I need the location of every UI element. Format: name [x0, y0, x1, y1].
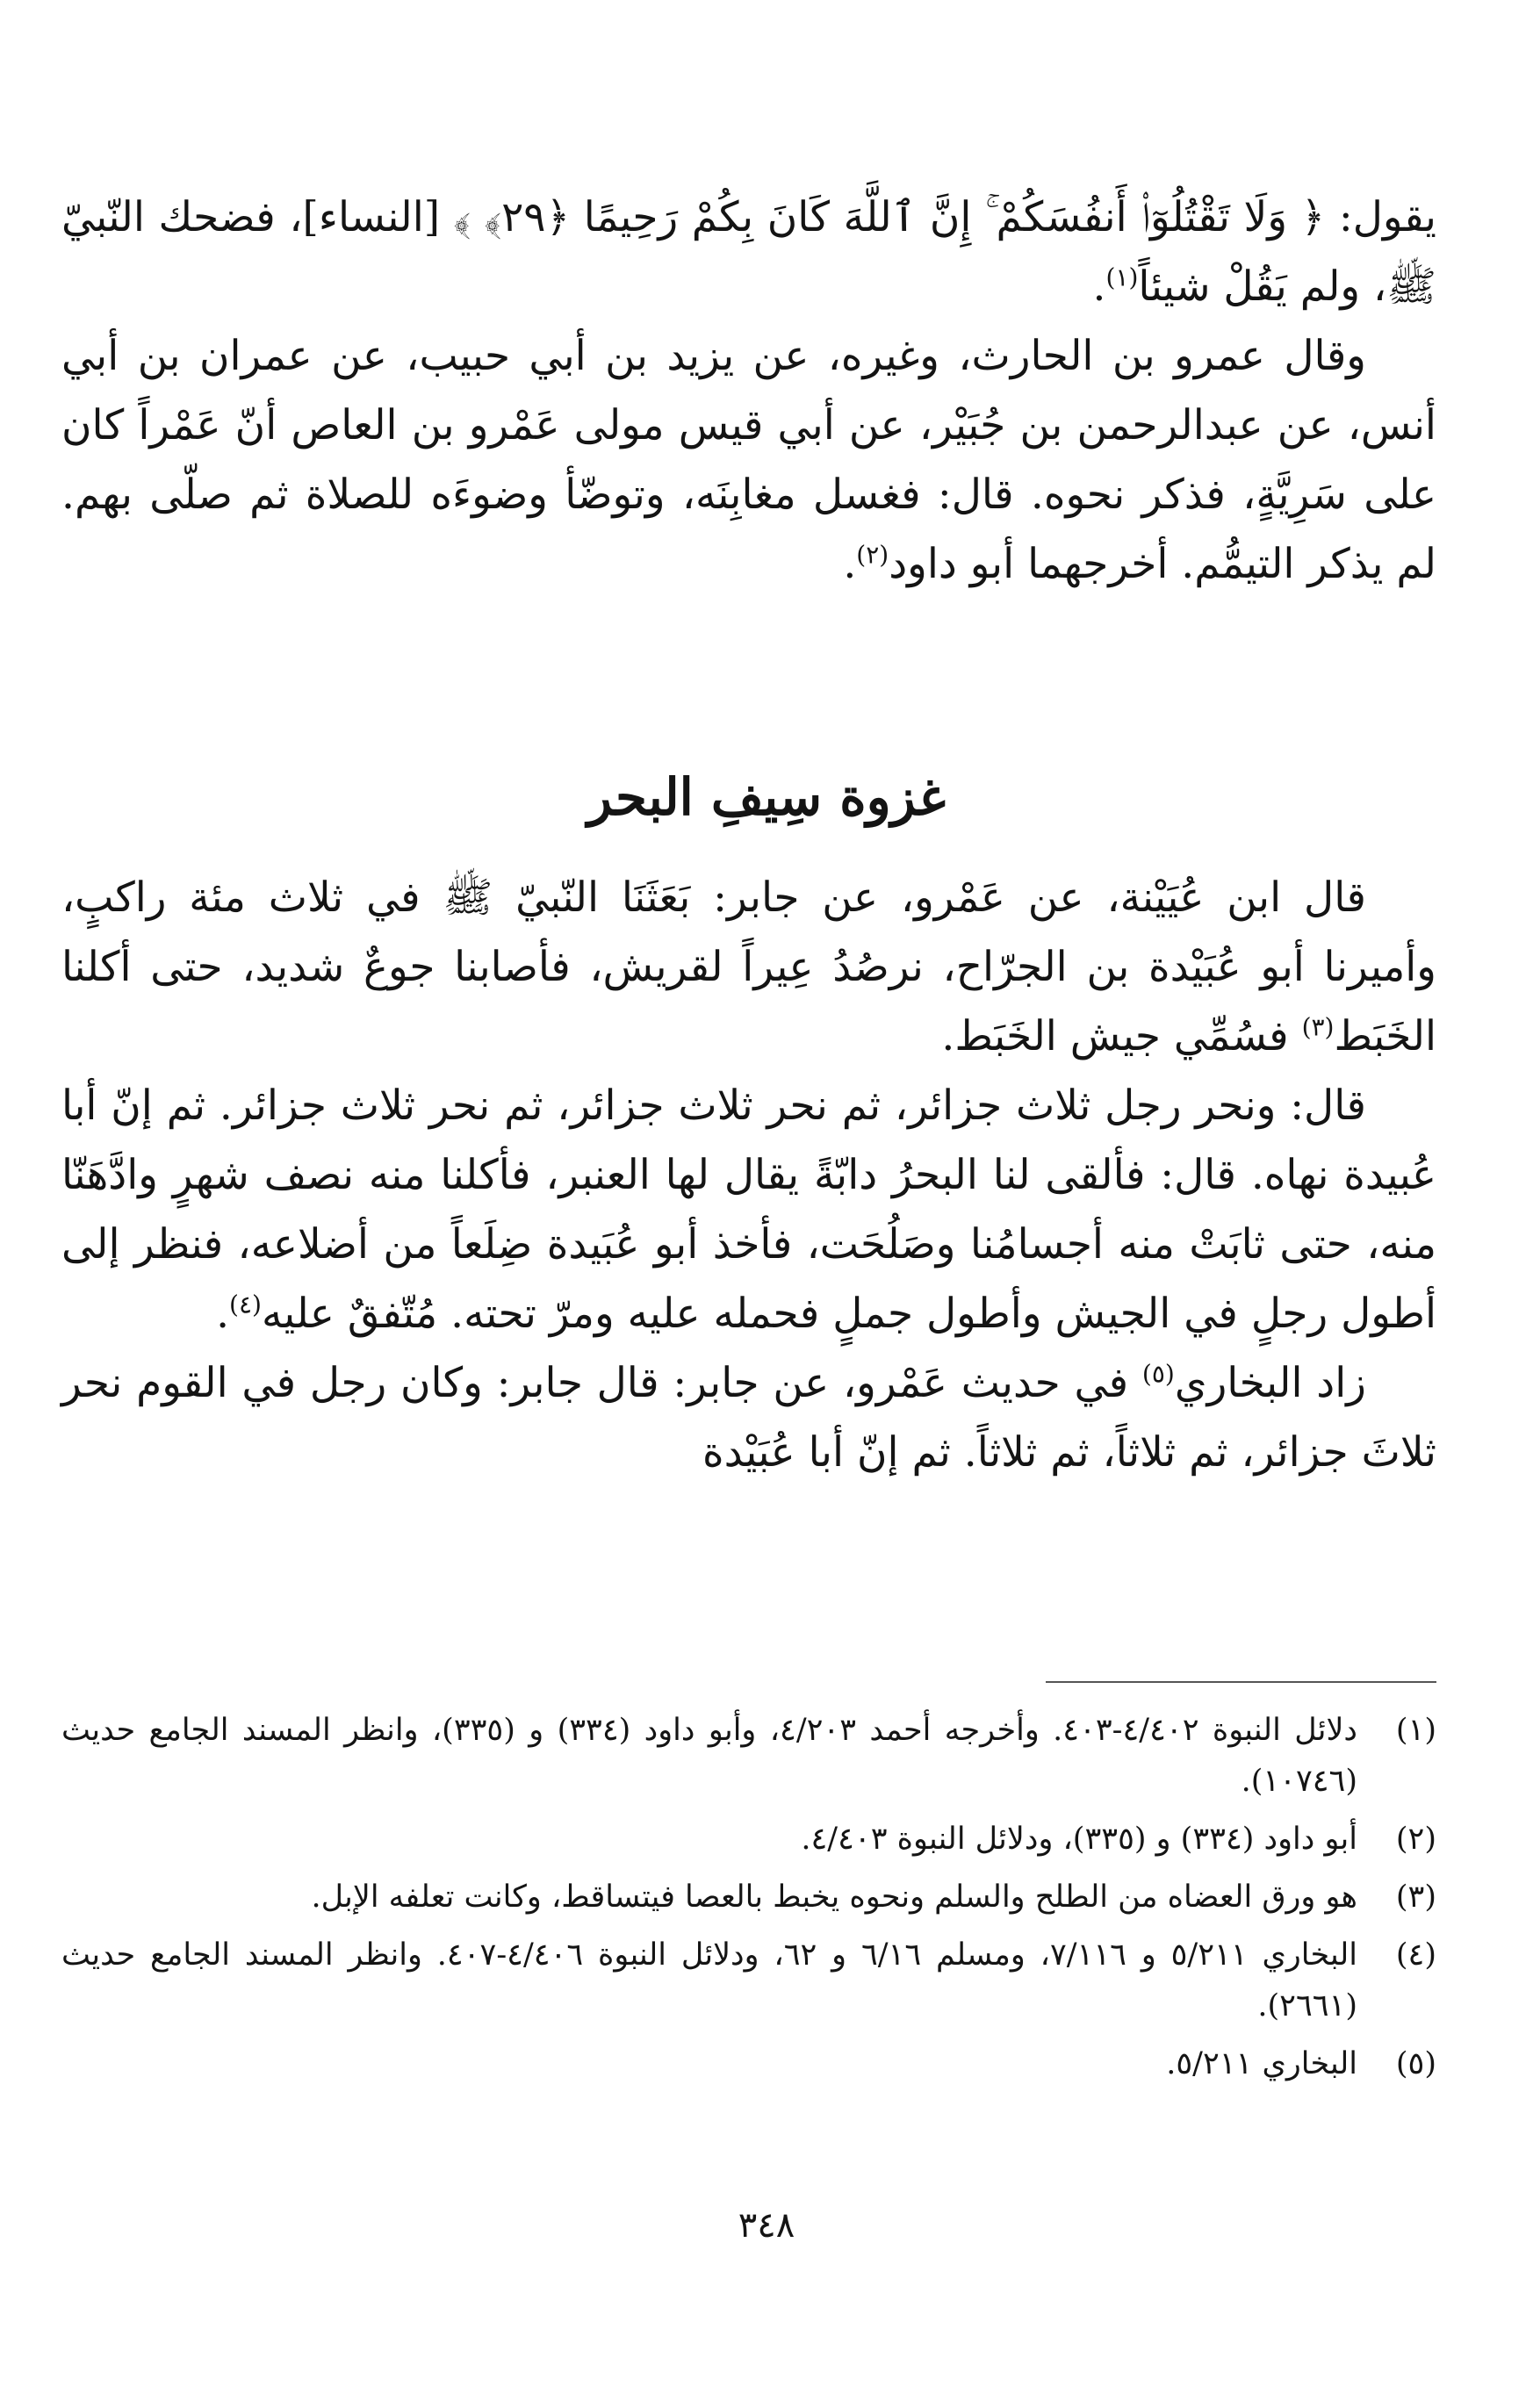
paragraph-end: فسُمِّي جيش الخَبَط. — [941, 1012, 1302, 1060]
paragraph-camels — [61, 1071, 1436, 1348]
footnote-number: (٢) — [1395, 1822, 1436, 1857]
paragraph-ibn-uyayna — [61, 863, 1436, 1071]
paragraph-rest: في حديث عَمْرو، عن جابر: قال جابر: وكان رجل في القوم نحر ثلاثَ جزائر، ثم ثلاثاً، ثم ثلاثاً. ثم إنّ أبا عُبَيْدة — [61, 1359, 1436, 1477]
footnote-number: (١) — [1395, 1713, 1436, 1748]
section-title: غزوة سِيفِ البحر — [587, 767, 946, 827]
paragraph-text: قال ابن عُيَيْنة، عن عَمْرو، عن جابر: بَعَثَنَا النّبيّ ﷺ في ثلاث مئة راكبٍ، وأميرنا أبو عُبَيْدة بن الجرّاح، نرصُدُ عِيراً لقريش، فأصابنا جوعٌ شديد، حتى أكلنا الخَبَط — [61, 873, 1436, 1060]
paragraph-end: . — [843, 540, 857, 588]
paragraph-bukhari-addition — [61, 1348, 1436, 1487]
paragraph-end: . — [1092, 262, 1106, 311]
footnote-ref-5: (٥) — [1141, 1359, 1175, 1389]
footnotes — [61, 1705, 1436, 2096]
footnote-text: دلائل النبوة ٤/٤٠٢-٤٠٣. وأخرجه أحمد ٤/٢٠٣، وأبو داود (٣٣٤) و (٣٣٥)، وانظر المسند الجامع حديث (١٠٧٤٦). — [61, 1713, 1358, 1799]
footnote-number: (٣) — [1395, 1880, 1436, 1915]
footnote-ref-2: (٢) — [856, 540, 889, 570]
paragraph-end: . — [216, 1290, 230, 1338]
footnote-text: البخاري ٥/٢١١ و ٧/١١٦، ومسلم ٦/١٦ و ٦٢، ودلائل النبوة ٤/٤٠٦-٤٠٧. وانظر المسند الجامع حديث (٢٦٦١). — [61, 1937, 1357, 2023]
footnote-item — [61, 1930, 1436, 2031]
footnote-ref-3: (٣) — [1301, 1012, 1335, 1042]
footnote-text: هو ورق العضاه من الطلح والسلم ونحوه يخبط بالعصا فيتساقط، وكانت تعلفه الإبل. — [311, 1880, 1357, 1915]
footnote-text: البخاري ٥/٢١١. — [1166, 2046, 1357, 2081]
footnote-item — [61, 1814, 1436, 1865]
footnote-item — [61, 2038, 1436, 2089]
footnote-ref-1: (١) — [1105, 262, 1139, 292]
footnote-ref-4: (٤) — [229, 1290, 262, 1319]
paragraph-text: زاد البخاري — [1174, 1359, 1366, 1407]
page-number: ٣٤٨ — [738, 2205, 795, 2246]
footnote-item — [61, 1872, 1436, 1923]
paragraph-quran-quote — [61, 183, 1436, 321]
text-block-top — [61, 183, 1436, 599]
footnote-item — [61, 1705, 1436, 1807]
paragraph-text: وقال عمرو بن الحارث، وغيره، عن يزيد بن أبي حبيب، عن عمران بن أبي أنس، عن عبدالرحمن بن جُبَيْر، عن أبي قيس مولى عَمْرو بن العاص أنّ عَمْراً كان على سَرِيَّةٍ، فذكر نحوه. قال: فغسل مغابِنَه، وتوضّأ وضوءَه للصلاة ثم صلّى بهم. لم يذكر التيمُّم. أخرجهما أبو داود — [61, 332, 1436, 588]
footnote-divider — [1046, 1681, 1436, 1683]
footnote-number: (٤) — [1395, 1937, 1436, 1973]
footnote-text: أبو داود (٣٣٤) و (٣٣٥)، ودلائل النبوة ٤/٤٠٣. — [801, 1822, 1357, 1857]
text-block-bottom — [61, 863, 1436, 1487]
footnote-number: (٥) — [1395, 2046, 1436, 2081]
paragraph-text: يقول: ﴿ وَلَا تَقْتُلُوٓا۟ أَنفُسَكُمْ ۚ إِنَّ ٱللَّهَ كَانَ بِكُمْ رَحِيمًا ﴿٢٩﴾ ﴾ [النساء]، فضحك النّبيّ ﷺ، ولم يَقُلْ شيئاً — [61, 193, 1436, 311]
paragraph-text: قال: ونحر رجل ثلاث جزائر، ثم نحر ثلاث جزائر، ثم نحر ثلاث جزائر. ثم إنّ أبا عُبيدة نهاه. قال: فألقى لنا البحرُ دابّةً يقال لها العنبر، فأكلنا منه نصف شهرٍ وادَّهَنّا منه، حتى ثابَتْ منه أجسامُنا وصَلُحَت، فأخذ أبو عُبَيدة ضِلَعاً من أضلاعه، فنظر إلى أطول رجلٍ في الجيش وأطول جملٍ فحمله عليه ومرّ تحته. مُتّفقٌ عليه — [61, 1082, 1436, 1338]
paragraph-amr-narration — [61, 321, 1436, 599]
